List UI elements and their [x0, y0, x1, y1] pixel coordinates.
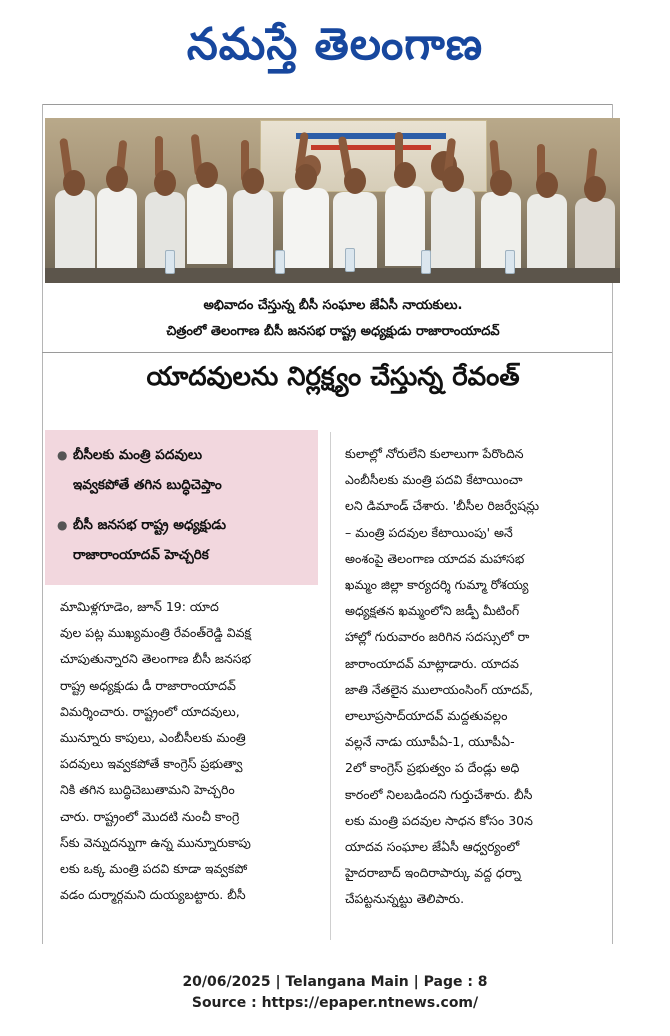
article-line: చారు. రాష్ట్రంలో మొదటి నుంచీ కాంగ్రె [60, 808, 240, 824]
caption-line: చిత్రంలో తెలంగాణ బీసీ జనసభ రాష్ట్ర అధ్యక్షుడు రాజారాంయాదవ్ [166, 324, 500, 339]
column-divider [330, 432, 331, 940]
bullet-icon: ● [57, 448, 68, 462]
article-line: చేపట్టనున్నట్టు తెలిపారు. [345, 891, 465, 907]
article-line: జాతి నేతలైన ములాయంసింగ్ యాదవ్, [345, 681, 534, 697]
footer [0, 972, 670, 1014]
article-line: కులాల్లో నోరులేని కులాలుగా పేరొందిన [345, 446, 524, 461]
table [45, 268, 620, 283]
article-right-column [345, 441, 607, 913]
article-line: అంశంపై తెలంగాణ యాదవ మహాసభ [345, 550, 525, 566]
article-line: చూపుతున్నారని తెలంగాణ బీసీ జనసభ [60, 651, 251, 667]
headline: యాదవులను నిర్లక్ష్యం చేస్తున్న రేవంత్ [146, 362, 520, 392]
newspaper-title: నమస్తే తెలంగాణ [186, 19, 484, 70]
article-line: నికి తగిన బుద్ధిచెబుతామని హెచ్చరిం [60, 782, 235, 798]
article-line: విమర్శించారు. రాష్ట్రంలో యాదవులు, [60, 703, 240, 719]
masthead [0, 0, 670, 100]
article-line: లకు మంత్రి పదవుల సాధన కోసం 30న [345, 812, 533, 828]
article-line: హాల్లో గురువారం జరిగిన సదస్సులో రా [345, 629, 530, 645]
article-line: హైదరాబాద్ ఇందిరాపార్కు వద్ద ధర్నా [345, 865, 521, 881]
article-line: యాదవ సంఘాల జేఏసీ ఆధ్వర్యంలో [345, 839, 520, 855]
article-line: వల్లనే నాడు యూపీఏ-1, యూపీఏ- [345, 734, 515, 750]
caption-line: అభివాదం చేస్తున్న బీసీ సంఘాల జేఏసీ నాయకులు. [203, 298, 463, 313]
highlight-line: బీసీ జనసభ రాష్ట్ర అధ్యక్షుడు [73, 517, 227, 533]
article-line: వుల పట్ల ముఖ్యమంత్రి రేవంత్‌రెడ్డి వివక్ష [60, 625, 252, 641]
article-line: వడం దుర్మార్గమని దుయ్యబట్టారు. బీసీ [60, 887, 246, 903]
article-line: – మంత్రి పదవుల కేటాయింపు' అనే [345, 524, 513, 540]
footer-source: Source : https://epaper.ntnews.com/ [191, 995, 479, 1011]
article-line: లాలూప్రసాద్‌యాదవ్ మద్దతువల్లం [345, 708, 508, 724]
article-line: రాష్ట్ర అధ్యక్షుడు డీ రాజారాంయాదవ్ [60, 677, 236, 693]
footer-date-page: 20/06/2025 | Telangana Main | Page : 8 [182, 974, 488, 990]
article-line: పదవులు ఇవ్వకపోతే కాంగ్రెస్ ప్రభుత్వా [60, 756, 243, 772]
article-line: జారాంయాదవ్ మాట్లాడారు. యాదవ [345, 655, 519, 671]
bullet-icon: ● [57, 518, 68, 532]
top-rule [42, 104, 612, 105]
article-line: స్‌కు వెన్నుదన్నుగా ఉన్న మున్నూరుకాపు [60, 834, 251, 850]
article-line: మున్నూరు కాపులు, ఎంబీసీలకు మంత్రి [60, 730, 246, 746]
article-left-column [60, 594, 310, 908]
article-line: ఖమ్మం జిల్లా కార్యదర్శి గుమ్మా రోశయ్య [345, 577, 529, 593]
highlights-box [45, 430, 318, 585]
highlight-line: ఇవ్వకపోతే తగిన బుద్ధిచెప్తాం [73, 477, 222, 493]
highlight-line: రాజారాంయాదవ్ హెచ్చరిక [73, 547, 209, 563]
article-line: కారంలో నిలబడిందని గుర్తుచేశారు. బీసీ [345, 786, 533, 802]
news-photo [45, 118, 620, 283]
highlight-item [57, 440, 313, 500]
highlight-line: బీసీలకు మంత్రి పదవులు [73, 447, 203, 463]
article-line: అధ్యక్షతన ఖమ్మంలోని జడ్పీ మీటింగ్ [345, 603, 520, 619]
article-line: మామిళ్లగూడెం, జూన్ 19: యాద [60, 599, 219, 614]
highlight-item [57, 510, 313, 570]
caption-rule [42, 352, 612, 353]
left-border [42, 104, 43, 944]
article-line: లని డిమాండ్ చేశారు. 'బీసీల రిజర్వేషన్లు [345, 498, 540, 514]
photo-caption [46, 293, 620, 345]
article-line: 2లో కాంగ్రెస్ ప్రభుత్వం ప దేండ్లు అధి [345, 760, 520, 776]
article-line: ఎంబీసీలకు మంత్రి పదవి కేటాయించా [345, 472, 523, 488]
article-line: లకు ఒక్క మంత్రి పదవి కూడా ఇవ్వకపో [60, 861, 248, 877]
